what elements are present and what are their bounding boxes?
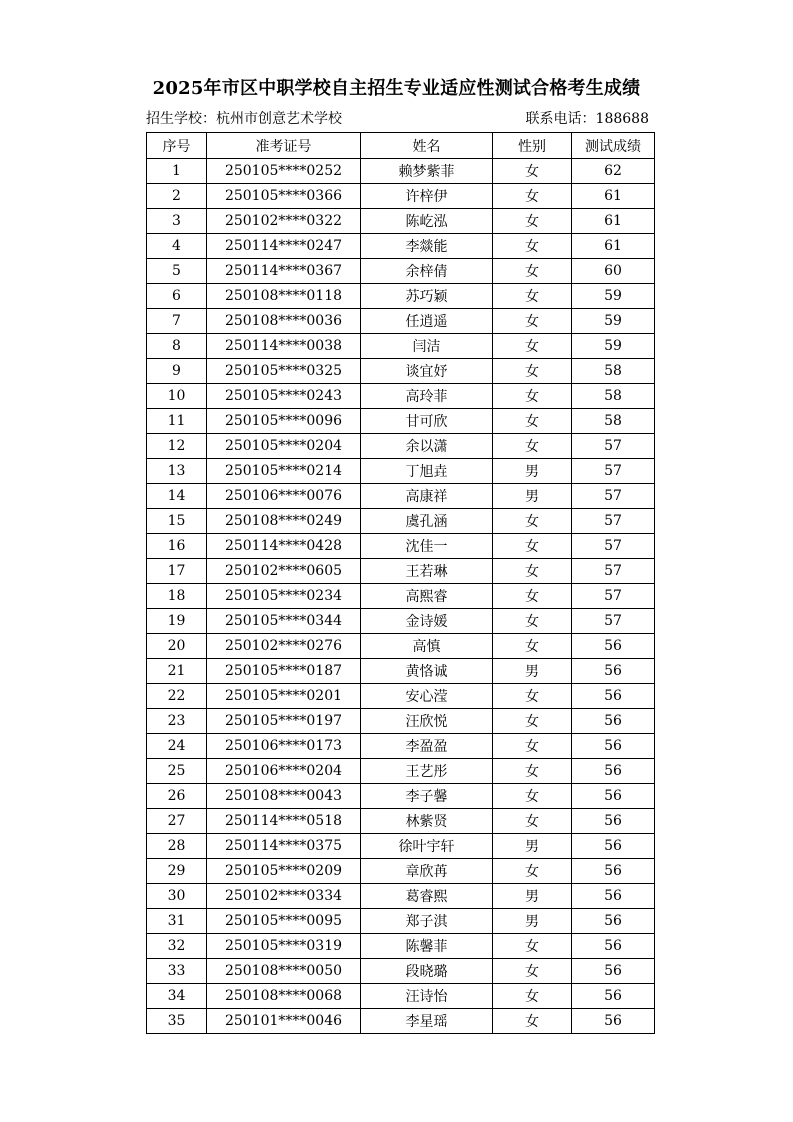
table-row: [147, 159, 655, 184]
cell-exam-id: 250102****0605: [207, 559, 361, 584]
cell-score: 57: [572, 559, 655, 584]
cell-seq: 2: [147, 184, 207, 209]
cell-gender: 女: [493, 684, 572, 709]
cell-name: 王若琳: [361, 559, 493, 584]
cell-name: 余以潇: [361, 434, 493, 459]
cell-exam-id: 250102****0276: [207, 634, 361, 659]
cell-exam-id: 250105****0214: [207, 459, 361, 484]
cell-gender: 女: [493, 184, 572, 209]
cell-exam-id: 250108****0043: [207, 784, 361, 809]
cell-gender: 女: [493, 334, 572, 359]
cell-exam-id: 250108****0068: [207, 984, 361, 1009]
cell-score: 62: [572, 159, 655, 184]
header-row: [147, 133, 655, 159]
table-row: [147, 259, 655, 284]
table-row: [147, 734, 655, 759]
cell-score: 61: [572, 184, 655, 209]
cell-seq: 12: [147, 434, 207, 459]
cell-seq: 8: [147, 334, 207, 359]
cell-name: 葛睿熙: [361, 884, 493, 909]
cell-name: 虞孔涵: [361, 509, 493, 534]
table-row: [147, 334, 655, 359]
cell-gender: 女: [493, 934, 572, 959]
cell-name: 高康祥: [361, 484, 493, 509]
cell-exam-id: 250108****0118: [207, 284, 361, 309]
cell-exam-id: 250114****0367: [207, 259, 361, 284]
cell-name: 李子馨: [361, 784, 493, 809]
cell-name: 金诗媛: [361, 609, 493, 634]
cell-gender: 女: [493, 709, 572, 734]
header-seq: 序号: [147, 133, 207, 159]
cell-seq: 35: [147, 1009, 207, 1034]
cell-score: 56: [572, 684, 655, 709]
cell-seq: 18: [147, 584, 207, 609]
cell-score: 57: [572, 584, 655, 609]
table-row: [147, 809, 655, 834]
cell-score: 56: [572, 984, 655, 1009]
cell-score: 56: [572, 834, 655, 859]
cell-score: 56: [572, 859, 655, 884]
cell-seq: 27: [147, 809, 207, 834]
cell-score: 61: [572, 209, 655, 234]
cell-name: 赖梦紫菲: [361, 159, 493, 184]
cell-score: 56: [572, 759, 655, 784]
table-row: [147, 309, 655, 334]
cell-gender: 女: [493, 1009, 572, 1034]
cell-exam-id: 250105****0243: [207, 384, 361, 409]
cell-seq: 4: [147, 234, 207, 259]
cell-score: 56: [572, 659, 655, 684]
cell-name: 林紫贤: [361, 809, 493, 834]
cell-name: 黄恪诚: [361, 659, 493, 684]
cell-seq: 3: [147, 209, 207, 234]
cell-name: 汪欣悦: [361, 709, 493, 734]
cell-score: 56: [572, 959, 655, 984]
cell-gender: 女: [493, 384, 572, 409]
cell-gender: 女: [493, 284, 572, 309]
cell-name: 余梓倩: [361, 259, 493, 284]
cell-gender: 女: [493, 209, 572, 234]
cell-exam-id: 250114****0247: [207, 234, 361, 259]
table-row: [147, 784, 655, 809]
cell-exam-id: 250106****0173: [207, 734, 361, 759]
cell-name: 许梓伊: [361, 184, 493, 209]
cell-gender: 男: [493, 909, 572, 934]
cell-exam-id: 250105****0095: [207, 909, 361, 934]
cell-exam-id: 250114****0428: [207, 534, 361, 559]
cell-seq: 26: [147, 784, 207, 809]
cell-seq: 10: [147, 384, 207, 409]
cell-exam-id: 250105****0344: [207, 609, 361, 634]
cell-exam-id: 250114****0518: [207, 809, 361, 834]
cell-gender: 女: [493, 309, 572, 334]
cell-gender: 女: [493, 984, 572, 1009]
cell-seq: 17: [147, 559, 207, 584]
cell-score: 56: [572, 784, 655, 809]
cell-name: 沈佳一: [361, 534, 493, 559]
cell-score: 59: [572, 334, 655, 359]
cell-gender: 女: [493, 784, 572, 809]
cell-gender: 女: [493, 409, 572, 434]
cell-name: 高慎: [361, 634, 493, 659]
cell-gender: 男: [493, 659, 572, 684]
cell-exam-id: 250105****0187: [207, 659, 361, 684]
cell-gender: 女: [493, 259, 572, 284]
table-row: [147, 209, 655, 234]
table-row: [147, 284, 655, 309]
cell-gender: 女: [493, 609, 572, 634]
cell-seq: 15: [147, 509, 207, 534]
page-title: 2025年市区中职学校自主招生专业适应性测试合格考生成绩: [152, 78, 641, 99]
cell-seq: 21: [147, 659, 207, 684]
cell-gender: 女: [493, 809, 572, 834]
table-row: [147, 534, 655, 559]
header-gender: 性别: [493, 133, 572, 159]
cell-exam-id: 250105****0325: [207, 359, 361, 384]
cell-gender: 女: [493, 359, 572, 384]
cell-seq: 31: [147, 909, 207, 934]
cell-gender: 男: [493, 459, 572, 484]
cell-score: 56: [572, 734, 655, 759]
cell-seq: 14: [147, 484, 207, 509]
cell-exam-id: 250105****0096: [207, 409, 361, 434]
table-row: [147, 184, 655, 209]
cell-exam-id: 250108****0249: [207, 509, 361, 534]
table-row: [147, 984, 655, 1009]
table-row: [147, 759, 655, 784]
cell-seq: 11: [147, 409, 207, 434]
cell-seq: 28: [147, 834, 207, 859]
cell-name: 高玲菲: [361, 384, 493, 409]
header-exam-id: 准考证号: [207, 133, 361, 159]
cell-seq: 5: [147, 259, 207, 284]
table-row: [147, 1009, 655, 1034]
cell-name: 李盈盈: [361, 734, 493, 759]
table-row: [147, 909, 655, 934]
cell-score: 56: [572, 809, 655, 834]
table-row: [147, 709, 655, 734]
cell-score: 57: [572, 534, 655, 559]
cell-seq: 24: [147, 734, 207, 759]
table-body: [147, 159, 655, 1034]
cell-name: 郑子淇: [361, 909, 493, 934]
cell-exam-id: 250105****0252: [207, 159, 361, 184]
cell-gender: 男: [493, 884, 572, 909]
table-row: [147, 584, 655, 609]
cell-gender: 女: [493, 559, 572, 584]
table-row: [147, 234, 655, 259]
info-row: [146, 108, 649, 130]
table-row: [147, 609, 655, 634]
cell-seq: 23: [147, 709, 207, 734]
table-row: [147, 834, 655, 859]
cell-gender: 女: [493, 759, 572, 784]
cell-score: 57: [572, 459, 655, 484]
cell-score: 56: [572, 634, 655, 659]
cell-exam-id: 250105****0204: [207, 434, 361, 459]
cell-name: 闫洁: [361, 334, 493, 359]
table-header: [147, 133, 655, 159]
cell-gender: 女: [493, 634, 572, 659]
cell-exam-id: 250106****0204: [207, 759, 361, 784]
cell-exam-id: 250105****0319: [207, 934, 361, 959]
cell-score: 58: [572, 359, 655, 384]
table-row: [147, 684, 655, 709]
cell-score: 56: [572, 1009, 655, 1034]
score-table: [146, 132, 655, 1034]
cell-gender: 女: [493, 734, 572, 759]
table-row: [147, 934, 655, 959]
cell-score: 56: [572, 709, 655, 734]
cell-name: 苏巧颖: [361, 284, 493, 309]
cell-gender: 女: [493, 534, 572, 559]
table-row: [147, 459, 655, 484]
cell-gender: 女: [493, 234, 572, 259]
cell-gender: 女: [493, 584, 572, 609]
header-score: 测试成绩: [572, 133, 655, 159]
cell-seq: 16: [147, 534, 207, 559]
cell-name: 汪诗怡: [361, 984, 493, 1009]
header-name: 姓名: [361, 133, 493, 159]
table-row: [147, 384, 655, 409]
table-row: [147, 959, 655, 984]
contact-phone: 联系电话：188688: [525, 111, 649, 127]
cell-gender: 女: [493, 859, 572, 884]
cell-exam-id: 250106****0076: [207, 484, 361, 509]
cell-gender: 男: [493, 484, 572, 509]
cell-exam-id: 250102****0322: [207, 209, 361, 234]
cell-name: 李星瑶: [361, 1009, 493, 1034]
cell-score: 57: [572, 509, 655, 534]
cell-seq: 25: [147, 759, 207, 784]
cell-name: 章欣苒: [361, 859, 493, 884]
table-row: [147, 659, 655, 684]
cell-seq: 9: [147, 359, 207, 384]
cell-score: 57: [572, 484, 655, 509]
cell-exam-id: 250105****0201: [207, 684, 361, 709]
table-row: [147, 884, 655, 909]
cell-exam-id: 250114****0038: [207, 334, 361, 359]
cell-seq: 19: [147, 609, 207, 634]
table-row: [147, 359, 655, 384]
cell-exam-id: 250108****0036: [207, 309, 361, 334]
cell-seq: 34: [147, 984, 207, 1009]
cell-name: 丁旭垚: [361, 459, 493, 484]
cell-seq: 7: [147, 309, 207, 334]
cell-score: 56: [572, 884, 655, 909]
cell-exam-id: 250105****0234: [207, 584, 361, 609]
cell-name: 李燚能: [361, 234, 493, 259]
table-row: [147, 434, 655, 459]
cell-exam-id: 250101****0046: [207, 1009, 361, 1034]
cell-name: 段晓璐: [361, 959, 493, 984]
cell-seq: 20: [147, 634, 207, 659]
cell-score: 58: [572, 384, 655, 409]
cell-seq: 1: [147, 159, 207, 184]
cell-score: 59: [572, 284, 655, 309]
cell-seq: 22: [147, 684, 207, 709]
cell-seq: 33: [147, 959, 207, 984]
school-label: 招生学校：杭州市创意艺术学校: [146, 111, 342, 127]
cell-exam-id: 250102****0334: [207, 884, 361, 909]
cell-score: 57: [572, 609, 655, 634]
table-row: [147, 559, 655, 584]
cell-score: 58: [572, 409, 655, 434]
cell-score: 56: [572, 934, 655, 959]
cell-exam-id: 250105****0197: [207, 709, 361, 734]
cell-name: 高熙睿: [361, 584, 493, 609]
cell-seq: 32: [147, 934, 207, 959]
table-row: [147, 634, 655, 659]
cell-seq: 30: [147, 884, 207, 909]
cell-exam-id: 250105****0209: [207, 859, 361, 884]
cell-gender: 女: [493, 434, 572, 459]
table-row: [147, 509, 655, 534]
cell-name: 王艺彤: [361, 759, 493, 784]
cell-name: 陈屹泓: [361, 209, 493, 234]
cell-seq: 6: [147, 284, 207, 309]
cell-exam-id: 250108****0050: [207, 959, 361, 984]
cell-score: 57: [572, 434, 655, 459]
cell-gender: 女: [493, 959, 572, 984]
cell-seq: 29: [147, 859, 207, 884]
cell-name: 徐叶宇轩: [361, 834, 493, 859]
cell-gender: 男: [493, 834, 572, 859]
cell-gender: 女: [493, 509, 572, 534]
cell-exam-id: 250114****0375: [207, 834, 361, 859]
table-row: [147, 484, 655, 509]
cell-exam-id: 250105****0366: [207, 184, 361, 209]
cell-name: 安心滢: [361, 684, 493, 709]
cell-name: 任逍遥: [361, 309, 493, 334]
table-row: [147, 859, 655, 884]
cell-seq: 13: [147, 459, 207, 484]
cell-score: 56: [572, 909, 655, 934]
cell-gender: 女: [493, 159, 572, 184]
cell-name: 甘可欣: [361, 409, 493, 434]
cell-name: 谈宜妤: [361, 359, 493, 384]
cell-score: 59: [572, 309, 655, 334]
cell-score: 60: [572, 259, 655, 284]
cell-name: 陈馨菲: [361, 934, 493, 959]
cell-score: 61: [572, 234, 655, 259]
table-row: [147, 409, 655, 434]
